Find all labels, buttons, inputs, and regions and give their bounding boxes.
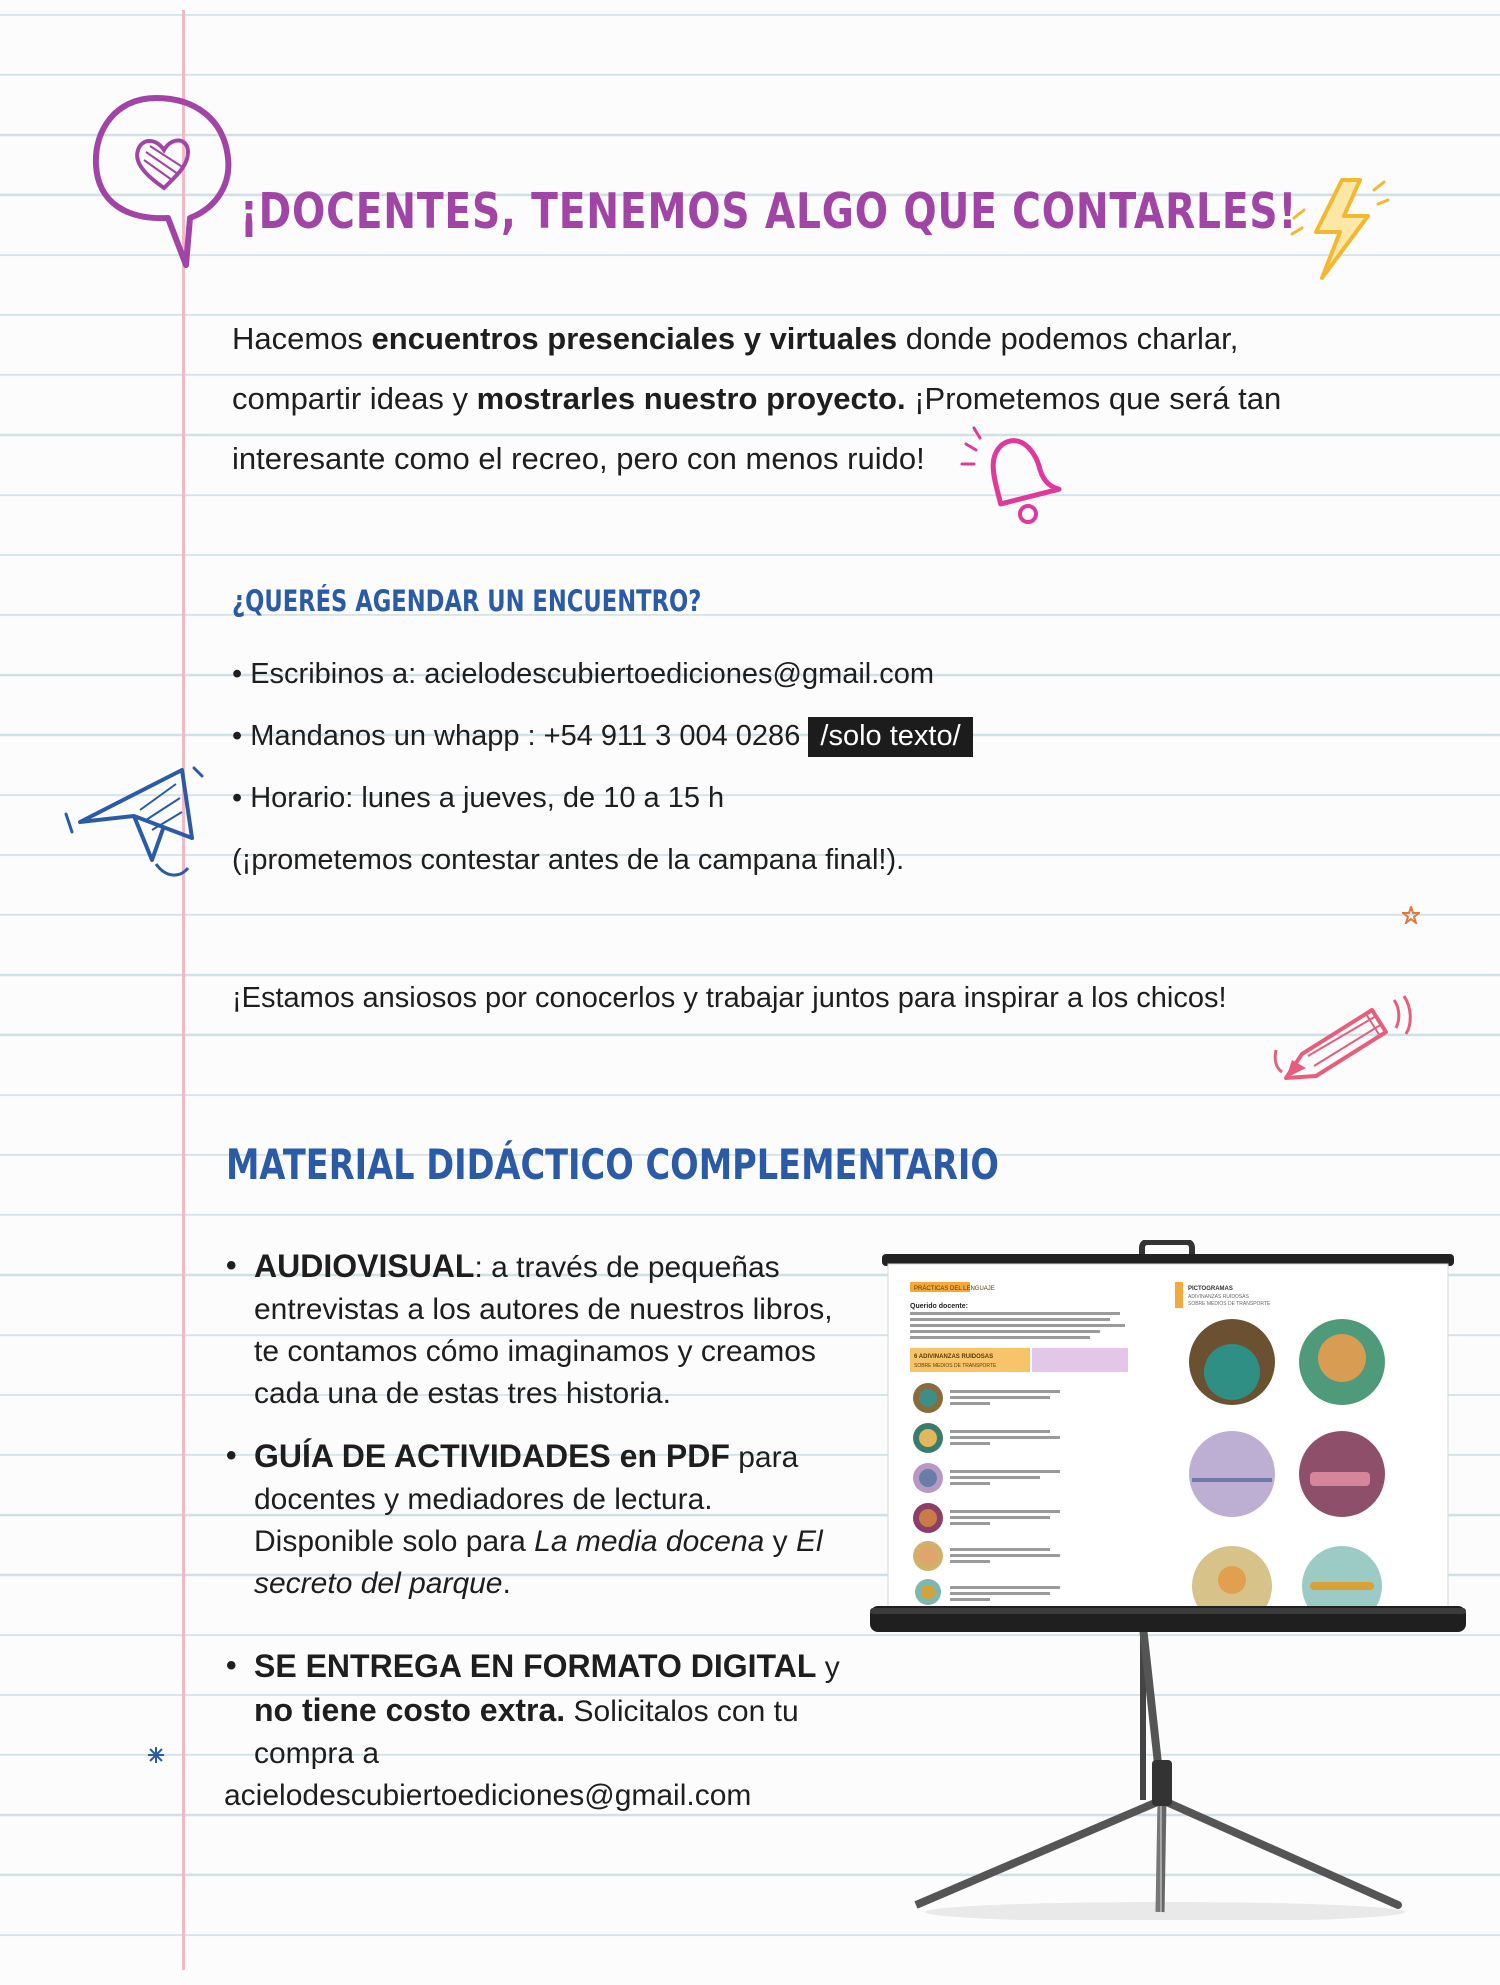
guide-text: y	[764, 1525, 797, 1558]
asterisk-icon	[146, 1745, 166, 1765]
whatsapp-line	[232, 720, 973, 753]
list-item-audiovisual	[226, 1245, 846, 1415]
guide-format: PDF	[665, 1438, 730, 1474]
closing-message: ¡Estamos ansiosos por conocerlos y trabajar juntos para inspirar a los chicos!	[232, 982, 1227, 1014]
intro-text: donde podemos charlar,	[897, 321, 1239, 356]
promise-line: (¡prometemos contestar antes de la campana final!).	[232, 844, 905, 876]
guide-text: .	[502, 1567, 511, 1600]
material-email: acielodescubiertoediciones@gmail.com	[224, 1779, 752, 1812]
screen-tag: PRÁCTICAS DEL LENGUAJE	[914, 1286, 995, 1292]
intro-text: Hacemos	[232, 321, 372, 356]
intro-bold: mostrarles nuestro proyecto.	[476, 381, 906, 416]
agenda-heading: ¿QUERÉS AGENDAR UN ENCUENTRO?	[232, 584, 702, 618]
bullet-dot: •	[226, 1439, 237, 1472]
projector-screen-icon	[870, 1240, 1470, 1920]
material-heading: MATERIAL DIDÁCTICO COMPLEMENTARIO	[226, 1140, 999, 1189]
notebook-margin-line	[182, 10, 185, 1970]
text-only-badge: /solo texto/	[808, 717, 972, 757]
intro-line-2	[232, 369, 1362, 429]
paper-plane-icon	[60, 760, 210, 890]
book-title: El secreto del parque	[254, 1525, 823, 1600]
bullet-dot: •	[226, 1649, 237, 1682]
material-list	[226, 1245, 846, 1817]
guide-label: GUÍA DE ACTIVIDADES	[254, 1438, 611, 1474]
list-item-activity-guide	[226, 1435, 846, 1605]
intro-text: compartir ideas y	[232, 381, 477, 416]
screen-greeting: Querido docente:	[910, 1303, 968, 1310]
audiovisual-text: : a través de pequeñas entrevistas a los autores de nuestros libros, te contamos cómo imaginamos y creamos cada una de estas tres historia.	[254, 1251, 833, 1410]
intro-text: interesante como el recreo, pero con menos ruido!	[232, 441, 925, 476]
hours-line: • Horario: lunes a jueves, de 10 a 15 h	[232, 782, 725, 814]
screen-section-a-sub: SOBRE MEDIOS DE TRANSPORTE	[914, 1363, 997, 1369]
star-icon	[1402, 906, 1420, 924]
no-cost-label: no tiene costo extra.	[254, 1692, 566, 1728]
screen-section-a: 6 ADIVINANZAS RUIDOSAS	[914, 1354, 994, 1360]
email-line: • Escribinos a: acielodescubiertoediciones@gmail.com	[232, 658, 935, 690]
audiovisual-label: AUDIOVISUAL	[254, 1248, 475, 1284]
intro-paragraph	[232, 309, 1362, 489]
digital-label: SE ENTREGA EN FORMATO DIGITAL	[254, 1648, 817, 1684]
lightning-bolt-icon	[1290, 170, 1390, 290]
bell-icon	[956, 420, 1066, 530]
page-title: ¡DOCENTES, TENEMOS ALGO QUE CONTARLES!	[240, 183, 1298, 240]
list-item-digital	[226, 1645, 846, 1775]
pencil-icon	[1268, 990, 1418, 1090]
intro-line-3	[232, 429, 1362, 489]
heart-speech-bubble-icon	[86, 90, 236, 270]
digital-text: Solicitalos con tu compra a	[254, 1695, 799, 1770]
screen-section-b-sub2: SOBRE MEDIOS DE TRANSPORTE	[1188, 1301, 1271, 1307]
guide-text: para docentes y mediadores de lectura. Disponible solo para	[254, 1441, 799, 1558]
bullet-dot: •	[226, 1249, 237, 1282]
screen-section-b-sub: ADIVINANZAS RUIDOSAS	[1188, 1294, 1249, 1300]
screen-section-b: PICTOGRAMAS	[1188, 1286, 1233, 1292]
intro-text: ¡Prometemos que será tan	[905, 381, 1282, 416]
book-title: La media docena	[534, 1525, 765, 1558]
intro-line-1	[232, 309, 1362, 369]
guide-label-connector: en	[610, 1438, 666, 1474]
intro-bold: encuentros presenciales y virtuales	[371, 321, 898, 356]
digital-text: y	[816, 1651, 840, 1684]
whatsapp-number: • Mandanos un whapp : +54 911 3 004 0286	[232, 720, 801, 752]
